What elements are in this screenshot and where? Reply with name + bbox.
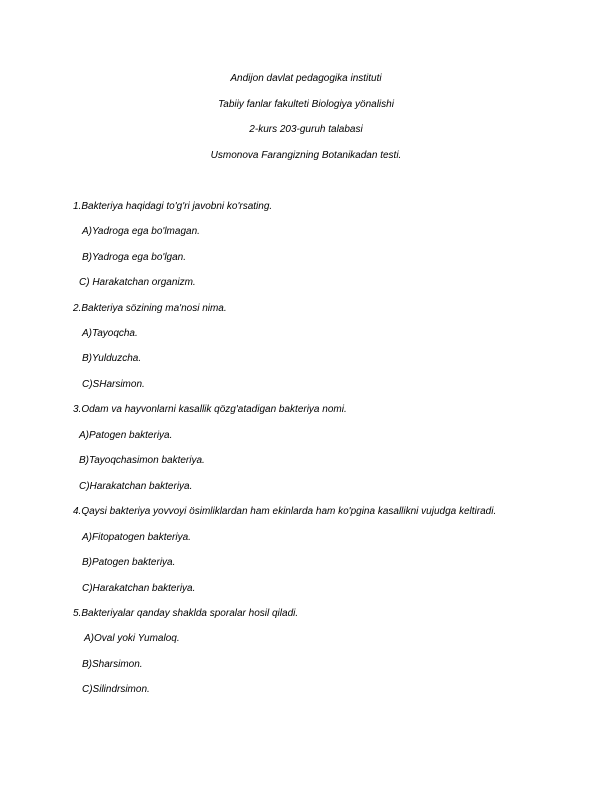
question-3: 3.Odam va hayvonlarni kasallik qözg'atadigan bakteriya nomi. bbox=[73, 404, 347, 415]
question-3-option-a: A)Patogen bakteriya. bbox=[79, 430, 173, 441]
question-3-option-c: C)Harakatchan bakteriya. bbox=[79, 481, 193, 492]
question-1-option-b: B)Yadroga ega bo'lgan. bbox=[82, 252, 187, 263]
question-1: 1.Bakteriya haqidagi to'g'ri javobni ko'rsating. bbox=[73, 201, 273, 212]
header-institute: Andijon davlat pedagogika instituti bbox=[230, 73, 382, 84]
question-4-option-c: C)Harakatchan bakteriya. bbox=[82, 583, 196, 594]
question-2-option-a: A)Tayoqcha. bbox=[82, 328, 138, 339]
question-3-option-b: B)Tayoqchasimon bakteriya. bbox=[79, 455, 205, 466]
question-1-option-c: C) Harakatchan organizm. bbox=[79, 277, 196, 288]
question-4-option-b: B)Patogen bakteriya. bbox=[82, 557, 176, 568]
question-5-option-b: B)Sharsimon. bbox=[82, 659, 143, 670]
header-course: 2-kurs 203-guruh talabasi bbox=[249, 124, 363, 135]
question-2-option-b: B)Yulduzcha. bbox=[82, 353, 142, 364]
question-1-option-a: A)Yadroga ega bo'lmagan. bbox=[82, 226, 200, 237]
question-2-option-c: C)SHarsimon. bbox=[82, 379, 145, 390]
header-title: Usmonova Farangizning Botanikadan testi. bbox=[210, 150, 402, 161]
question-2: 2.Bakteriya sözining ma'nosi nima. bbox=[73, 303, 227, 314]
question-5-option-c: C)Silindrsimon. bbox=[82, 684, 150, 695]
question-5: 5.Bakteriyalar qanday shaklda sporalar hosil qiladi. bbox=[73, 608, 299, 619]
question-5-option-a: A)Oval yoki Yumaloq. bbox=[84, 633, 180, 644]
question-4: 4.Qaysi bakteriya yovvoyi ösimliklardan ham ekinlarda ham ko'pgina kasallikni vujudga keltiradi. bbox=[73, 506, 497, 517]
question-4-option-a: A)Fitopatogen bakteriya. bbox=[82, 532, 191, 543]
header-faculty: Tabiiy fanlar fakulteti Biologiya yönalishi bbox=[218, 99, 394, 110]
